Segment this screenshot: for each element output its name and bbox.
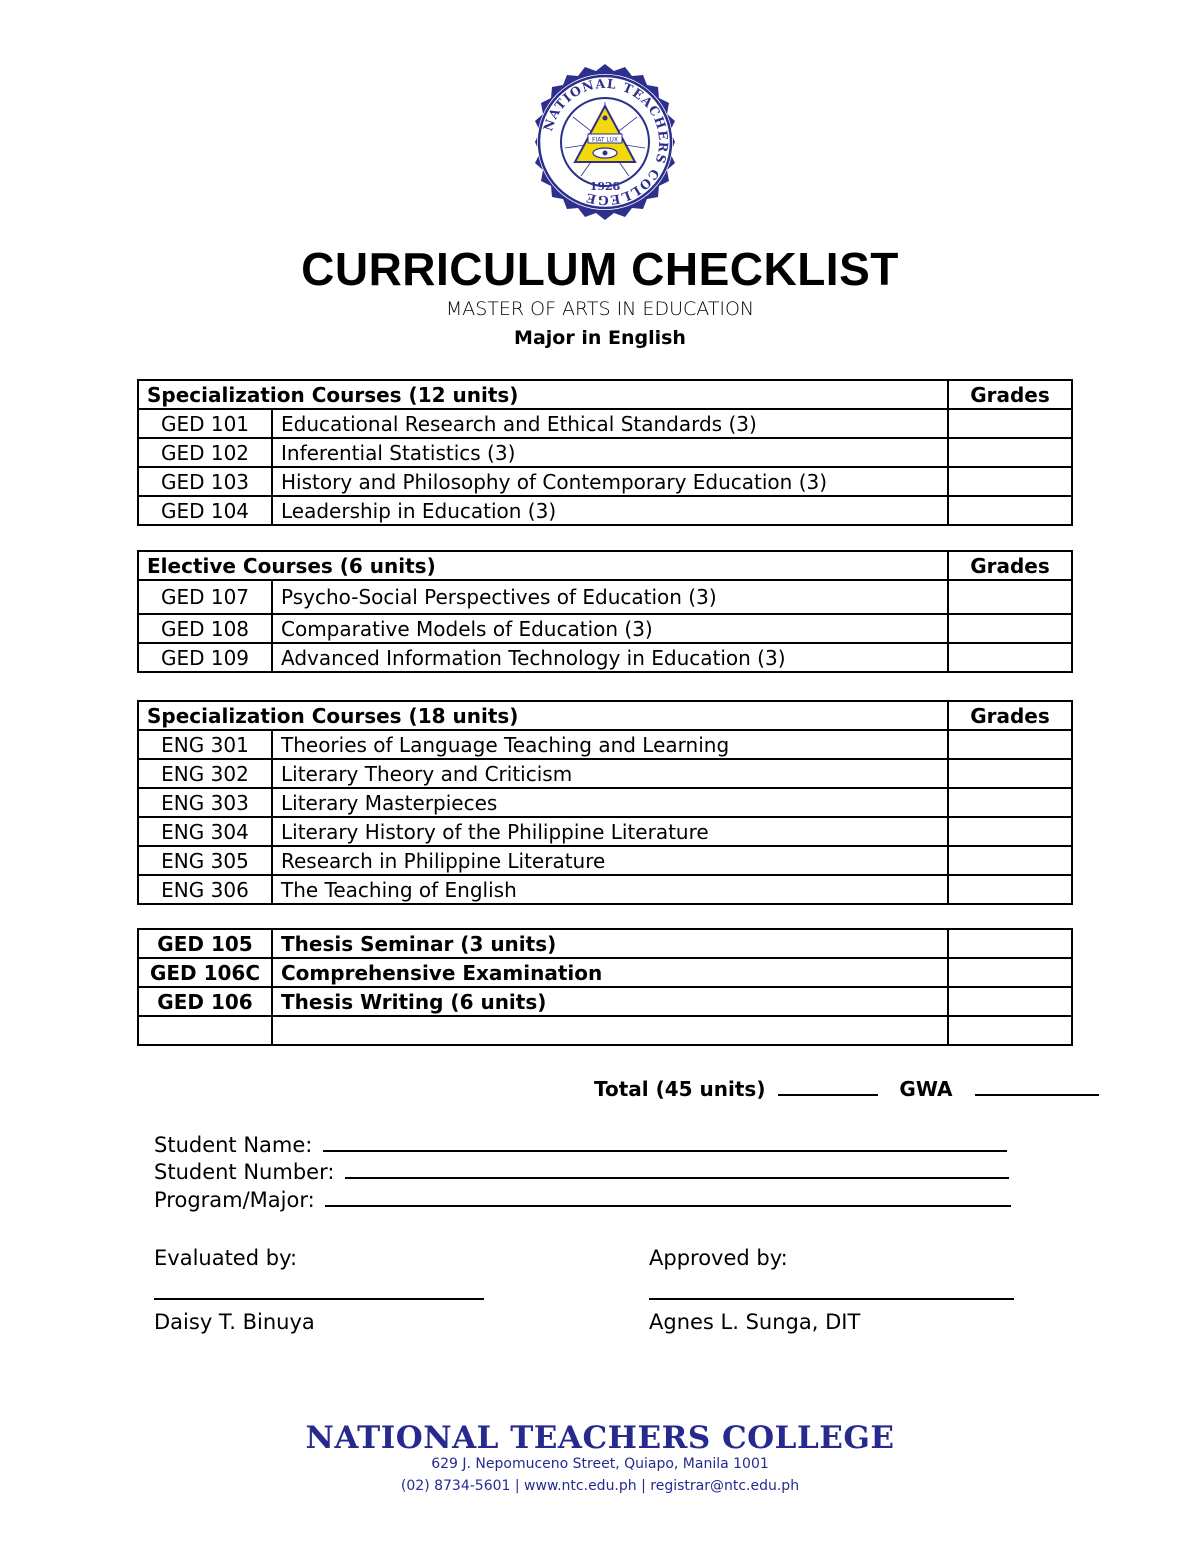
course-title: Leadership in Education (3) [272,496,948,525]
course-title: Advanced Information Technology in Education (3) [272,643,948,672]
table-row [138,846,1072,875]
grade-cell[interactable] [948,409,1072,438]
program-major: Major in English [514,327,686,349]
seal-ring-text: NATIONAL TEACHERS COLLEGE [540,75,672,209]
grade-cell[interactable] [948,788,1072,817]
grade-cell[interactable] [948,817,1072,846]
course-code: GED 101 [138,409,272,438]
program-subtitle: MASTER OF ARTS IN EDUCATION [445,298,755,320]
table-heading: Specialization Courses (12 units) [138,380,948,409]
seal-year: 1928 [589,180,621,193]
course-title: Literary History of the Philippine Literature [272,817,948,846]
table-row [138,929,1072,958]
course-title: Thesis Seminar (3 units) [272,929,948,958]
approver-signature-line[interactable] [649,1298,1014,1300]
college-contact: (02) 8734-5601 | www.ntc.edu.ph | registrar@ntc.edu.ph [400,1478,800,1494]
table-row [138,788,1072,817]
student-name-field[interactable] [323,1130,1007,1152]
grades-header: Grades [948,551,1072,580]
grades-header: Grades [948,701,1072,730]
table-row [138,875,1072,904]
total-field[interactable] [778,1074,878,1096]
course-title: Theories of Language Teaching and Learning [272,730,948,759]
course-code: GED 106C [138,958,272,987]
course-title: Psycho-Social Perspectives of Education (3) [272,580,948,614]
student-number-line [154,1157,1009,1184]
elective-courses-table [137,550,1073,673]
table-row [138,409,1072,438]
course-code: GED 106 [138,987,272,1016]
grade-cell[interactable] [948,438,1072,467]
total-label: Total (45 units) [594,1077,766,1101]
student-name-label: Student Name: [154,1133,313,1157]
student-number-label: Student Number: [154,1160,335,1184]
gwa-label: GWA [899,1077,953,1101]
table-row [138,1016,1072,1045]
specialization-courses-12-table [137,379,1073,526]
course-code: GED 109 [138,643,272,672]
course-title: Thesis Writing (6 units) [272,987,948,1016]
approver-name: Agnes L. Sunga, DIT [649,1310,861,1334]
table-row [138,467,1072,496]
course-title: Literary Theory and Criticism [272,759,948,788]
course-code: GED 105 [138,929,272,958]
student-name-line [154,1130,1007,1157]
specialization-courses-18-table [137,700,1073,905]
course-code: ENG 306 [138,875,272,904]
table-row [138,730,1072,759]
student-number-field[interactable] [345,1157,1009,1179]
evaluated-by-label: Evaluated by: [154,1246,298,1270]
grade-cell[interactable] [948,730,1072,759]
approved-by-label: Approved by: [649,1246,788,1270]
grade-cell[interactable] [948,759,1072,788]
grade-cell[interactable] [948,987,1072,1016]
course-title [272,1016,948,1045]
program-major-line [154,1185,1011,1212]
course-title: History and Philosophy of Contemporary Education (3) [272,467,948,496]
course-code: GED 108 [138,614,272,643]
grade-cell[interactable] [948,643,1072,672]
table-row [138,987,1072,1016]
grades-header: Grades [948,380,1072,409]
table-row [138,614,1072,643]
table-heading: Specialization Courses (18 units) [138,701,948,730]
course-code: ENG 305 [138,846,272,875]
evaluator-name: Daisy T. Binuya [154,1310,315,1334]
total-line [594,1074,1099,1101]
grade-cell[interactable] [948,958,1072,987]
grade-cell[interactable] [948,929,1072,958]
course-code: GED 107 [138,580,272,614]
course-code: ENG 302 [138,759,272,788]
course-code: ENG 301 [138,730,272,759]
gwa-field[interactable] [975,1074,1099,1096]
grade-cell[interactable] [948,846,1072,875]
course-title: Comparative Models of Education (3) [272,614,948,643]
course-code: GED 104 [138,496,272,525]
table-row [138,817,1072,846]
course-title: Research in Philippine Literature [272,846,948,875]
course-code [138,1016,272,1045]
college-address: 629 J. Nepomuceno Street, Quiapo, Manila 1001 [431,1456,769,1472]
course-title: The Teaching of English [272,875,948,904]
course-title: Comprehensive Examination [272,958,948,987]
thesis-table [137,928,1073,1046]
course-code: ENG 303 [138,788,272,817]
grade-cell[interactable] [948,496,1072,525]
program-major-field[interactable] [325,1185,1011,1207]
table-row [138,643,1072,672]
seal-motto: FIAT LUX [592,136,618,144]
table-row [138,759,1072,788]
table-row [138,958,1072,987]
college-name-footer: NATIONAL TEACHERS COLLEGE [305,1420,895,1456]
program-major-label: Program/Major: [154,1188,315,1212]
grade-cell[interactable] [948,467,1072,496]
evaluator-signature-line[interactable] [154,1298,484,1300]
page-title: CURRICULUM CHECKLIST [301,243,899,295]
course-title: Educational Research and Ethical Standards (3) [272,409,948,438]
table-row [138,580,1072,614]
table-heading: Elective Courses (6 units) [138,551,948,580]
grade-cell[interactable] [948,580,1072,614]
grade-cell[interactable] [948,1016,1072,1045]
course-code: GED 103 [138,467,272,496]
course-title: Inferential Statistics (3) [272,438,948,467]
table-row [138,496,1072,525]
course-title: Literary Masterpieces [272,788,948,817]
college-seal [525,62,685,222]
course-code: GED 102 [138,438,272,467]
grade-cell[interactable] [948,614,1072,643]
course-code: ENG 304 [138,817,272,846]
table-row [138,438,1072,467]
grade-cell[interactable] [948,875,1072,904]
